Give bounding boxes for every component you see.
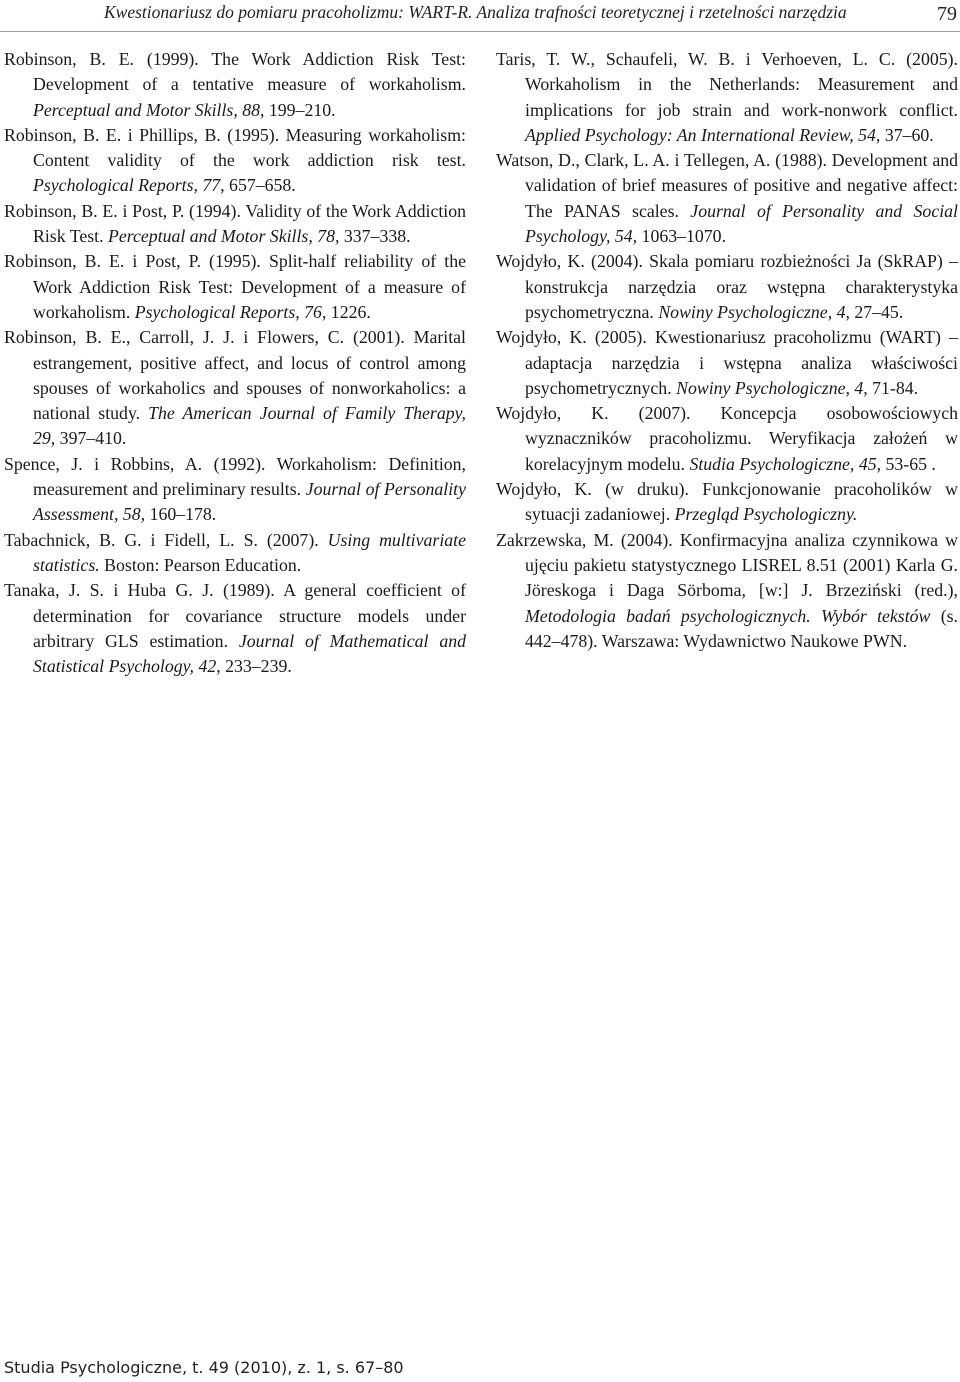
reference-entry: Taris, T. W., Schaufeli, W. B. i Verhoeven, L. C. (2005). Workaholism in the Netherlands: Measurement and implications for job strain and work-nonwork conflict. Applied Psychology: An International Review, 54, 37–60.: [496, 49, 958, 145]
reference-entry: Robinson, B. E. i Post, P. (1994). Validity of the Work Addiction Risk Test. Perceptual and Motor Skills, 78, 337–338.: [4, 200, 466, 247]
references-left-column: [4, 47, 466, 679]
references-right-column: [496, 47, 958, 654]
reference-entry: Wojdyło, K. (2007). Koncepcja osobowościowych wyznaczników pracoholizmu. Weryfikacja założeń w korelacyjnym modelu. Studia Psychologiczne, 45, 53-65 .: [496, 403, 958, 474]
reference-entry: Wojdyło, K. (2004). Skala pomiaru rozbieżności Ja (SkRAP) – konstrukcja narzędzia oraz wstępna charakterystyka psychometryczna. Nowiny Psychologiczne, 4, 27–45.: [496, 251, 958, 322]
reference-entry: Robinson, B. E. i Post, P. (1995). Split-half reliability of the Work Addiction Risk Test: Development of a measure of workaholism. Psychological Reports, 76, 1226.: [4, 251, 466, 322]
reference-entry: Watson, D., Clark, L. A. i Tellegen, A. (1988). Development and validation of brief measures of positive and negative affect: The PANAS scales. Journal of Personality and Social Psychology, 54, 1063–1070.: [496, 150, 958, 247]
reference-entry: Zakrzewska, M. (2004). Konfirmacyjna analiza czynnikowa w ujęciu pakietu statystycznego LISREL 8.51 (2001) Karla G. Jöreskoga i Daga Sörboma, [w:] J. Brzeziński (red.), Metodologia badań psychologicznych. Wybór tekstów (s. 442–478). Warszawa: Wydawnictwo Naukowe PWN.: [496, 529, 958, 651]
page-number: 79: [937, 3, 957, 25]
running-header-title: Kwestionariusz do pomiaru pracoholizmu: WART-R. Analiza trafności teoretycznej i rzetelności narzędzia: [104, 2, 847, 22]
reference-entry: Robinson, B. E. (1999). The Work Addiction Risk Test: Development of a tentative measure of workaholism. Perceptual and Motor Skills, 88, 199–210.: [4, 49, 466, 120]
reference-entry: Wojdyło, K. (w druku). Funkcjonowanie pracoholików w sytuacji zadaniowej. Przegląd Psychologiczny.: [496, 479, 958, 525]
reference-entry: Robinson, B. E. i Phillips, B. (1995). Measuring workaholism: Content validity of the work addiction risk test. Psychological Reports, 77, 657–658.: [4, 124, 466, 196]
reference-entry: Wojdyło, K. (2005). Kwestionariusz pracoholizmu (WART) – adaptacja narzędzia i wstępna analiza właściwości psychometrycznych. Nowiny Psychologiczne, 4, 71-84.: [496, 327, 958, 398]
header-divider: [0, 31, 960, 32]
reference-entry: Tabachnick, B. G. i Fidell, L. S. (2007). Using multivariate statistics. Boston: Pearson Education.: [4, 529, 466, 575]
reference-entry: Spence, J. i Robbins, A. (1992). Workaholism: Definition, measurement and preliminary results. Journal of Personality Assessment, 58, 160–178.: [4, 453, 466, 525]
journal-footer: Studia Psychologiczne, t. 49 (2010), z. 1, s. 67–80: [4, 1358, 404, 1377]
running-header: [0, 0, 960, 34]
reference-entry: Tanaka, J. S. i Huba G. J. (1989). A general coefficient of determination for covariance structure models under arbitrary GLS estimation. Journal of Mathematical and Statistical Psychology, 42, 233–239.: [4, 580, 466, 677]
reference-entry: Robinson, B. E., Carroll, J. J. i Flowers, C. (2001). Marital estrangement, positive affect, and locus of control among spouses of workaholics and spouses of nonworkaholics: a national study. The American Journal of Family Therapy, 29, 397–410.: [4, 327, 466, 449]
